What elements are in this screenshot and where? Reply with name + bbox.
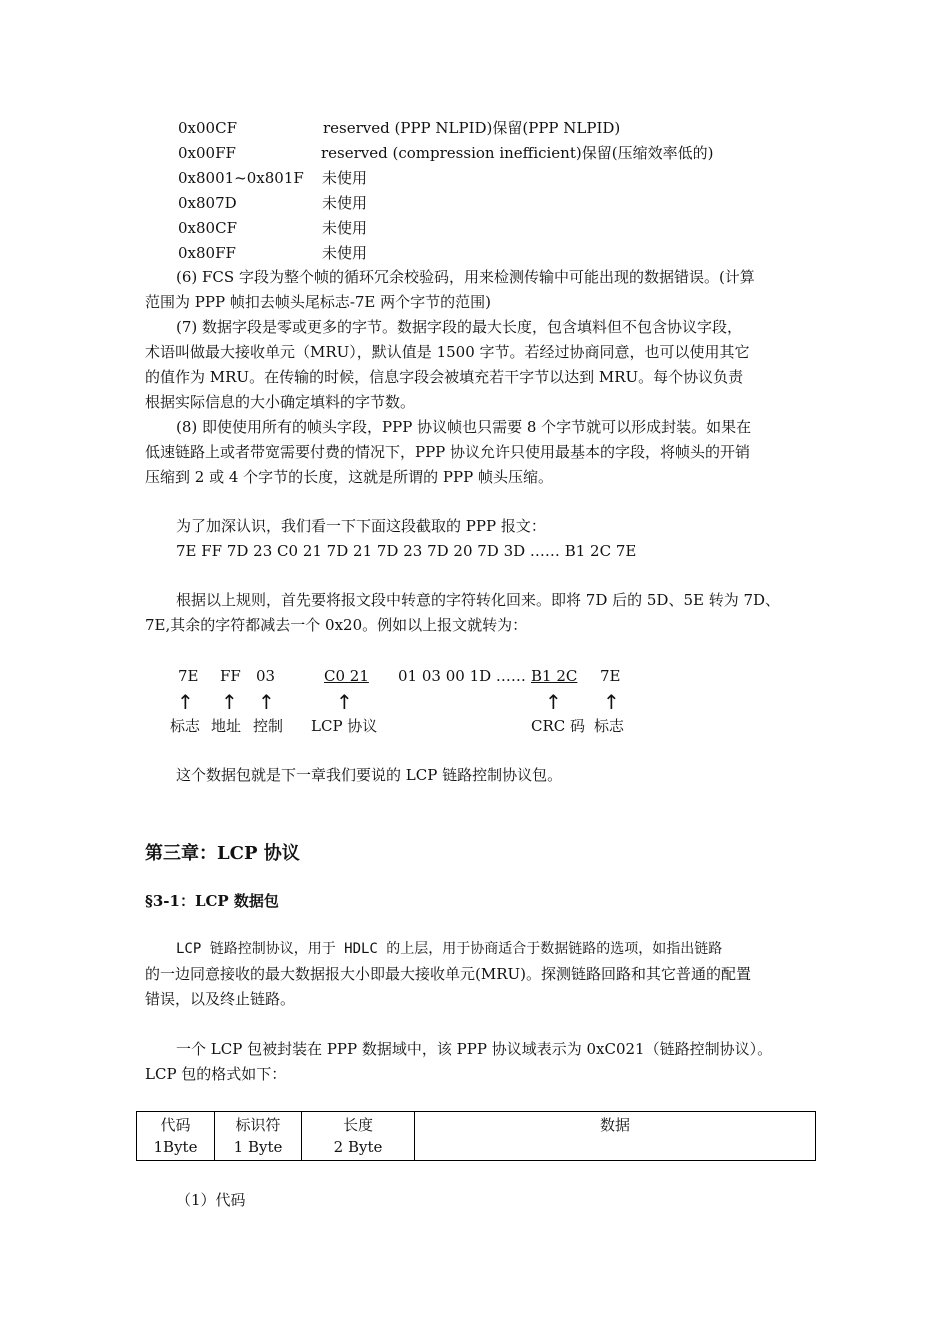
paragraph-rule (145, 588, 810, 638)
label-flag-start: 标志 (170, 717, 201, 735)
up-arrow-icon: ↑ (258, 690, 275, 714)
protocol-code: 0x80CF (178, 219, 237, 237)
up-arrow-icon: ↑ (177, 690, 194, 714)
paragraph-data-field (145, 315, 810, 415)
protocol-desc: reserved (compression inefficient)保留(压缩效率低的) (321, 144, 714, 162)
table-cell (215, 1112, 302, 1161)
chapter-title: 第三章：LCP 协议 (145, 843, 300, 864)
text-line: 范围为 PPP 帧扣去帧头尾标志-7E 两个字节的范围) (145, 293, 491, 311)
section-title: §3-1：LCP 数据包 (145, 892, 279, 910)
label-control: 控制 (253, 717, 284, 735)
text-line: 的一边同意接收的最大数据报大小即最大接收单元(MRU)。探测链路回路和其它普通的配置 (145, 965, 752, 983)
cell-size: 2 Byte (333, 1138, 383, 1156)
text-line: 根据以上规则，首先要将报文段中转意的字符转化回来。即将 7D 后的 5D、5E 转为 7D、 (176, 591, 781, 609)
packet-note: 这个数据包就是下一章我们要说的 LCP 链路控制协议包。 (176, 766, 563, 784)
text-line: 压缩到 2 或 4 个字节的长度，这就是所谓的 PPP 帧头压缩。 (145, 468, 553, 486)
up-arrow-icon: ↑ (545, 690, 562, 714)
text-line: (7) 数据字段是零或更多的字节。数据字段的最大长度，包含填料但不包含协议字段， (176, 318, 743, 336)
protocol-code: 0x80FF (178, 244, 236, 262)
text-line: 一个 LCP 包被封装在 PPP 数据域中，该 PPP 协议域表示为 0xC021（链路控制协议）。 (176, 1040, 773, 1058)
protocol-code: 0x807D (178, 194, 237, 212)
text-line: 低速链路上或者带宽需要付费的情况下，PPP 协议允许只使用最基本的字段，将帧头的开销 (145, 443, 751, 461)
table-cell (302, 1112, 415, 1161)
paragraph-encapsulation (145, 1037, 810, 1087)
text-line: LCP 包的格式如下： (145, 1065, 287, 1083)
protocol-desc: 未使用 (322, 169, 368, 187)
text-line: LCP 链路控制协议，用于 HDLC 的上层，用于协商适合于数据链路的选项，如指出链路 (176, 941, 723, 957)
cell-header: 数据 (599, 1116, 630, 1134)
up-arrow-icon: ↑ (603, 690, 620, 714)
label-flag-end: 标志 (594, 717, 625, 735)
text-line: (8) 即使使用所有的帧头字段，PPP 协议帧也只需要 8 个字节就可以形成封装。如果在 (176, 418, 752, 436)
frame-flag-end: 7E (600, 667, 621, 685)
sub-item-code: （1）代码 (176, 1191, 246, 1209)
example-hex: 7E FF 7D 23 C0 21 7D 21 7D 23 7D 20 7D 3D …… B1 2C 7E (176, 542, 637, 560)
paragraph-fcs (145, 265, 810, 315)
protocol-code: 0x00FF (178, 144, 236, 162)
text-line: 7E,其余的字符都减去一个 0x20。例如以上报文就转为： (145, 616, 528, 634)
protocol-code: 0x00CF (178, 119, 237, 137)
protocol-desc: 未使用 (322, 194, 368, 212)
text-line: 的值作为 MRU。在传输的时候，信息字段会被填充若干字节以达到 MRU。每个协议负责 (145, 368, 744, 386)
protocol-desc: 未使用 (322, 244, 368, 262)
text-line: 术语叫做最大接收单元（MRU），默认值是 1500 字节。若经过协商同意，也可以使用其它 (145, 343, 750, 361)
table-cell (415, 1112, 816, 1161)
frame-address: FF (220, 667, 241, 685)
frame-flag-start: 7E (178, 667, 199, 685)
text-line: 错误，以及终止链路。 (145, 990, 296, 1008)
cell-header: 长度 (342, 1116, 373, 1134)
paragraph-header-compression (145, 415, 810, 490)
cell-header: 代码 (160, 1116, 191, 1134)
frame-data: 01 03 00 1D …… (398, 667, 526, 685)
paragraph-lcp (145, 937, 810, 1012)
table-row (137, 1112, 816, 1161)
protocol-desc: 未使用 (322, 219, 368, 237)
table-cell (137, 1112, 215, 1161)
cell-header: 标识符 (235, 1116, 281, 1134)
label-protocol: LCP 协议 (311, 717, 378, 735)
label-address: 地址 (211, 717, 242, 735)
protocol-code: 0x8001~0x801F (178, 169, 304, 187)
up-arrow-icon: ↑ (336, 690, 353, 714)
text-line: (6) FCS 字段为整个帧的循环冗余校验码，用来检测传输中可能出现的数据错误。(计算 (176, 268, 755, 286)
example-intro: 为了加深认识，我们看一下下面这段截取的 PPP 报文： (176, 517, 546, 535)
frame-control: 03 (256, 667, 276, 685)
frame-crc: B1 2C (531, 667, 578, 685)
protocol-desc: reserved (PPP NLPID)保留(PPP NLPID) (323, 119, 621, 137)
cell-size: 1 Byte (233, 1138, 283, 1156)
text-line: 根据实际信息的大小确定填料的字节数。 (145, 393, 416, 411)
cell-size: 1Byte (153, 1138, 198, 1156)
up-arrow-icon: ↑ (221, 690, 238, 714)
frame-protocol: C0 21 (324, 667, 369, 685)
label-crc: CRC 码 (531, 717, 586, 735)
lcp-format-table (136, 1111, 816, 1161)
